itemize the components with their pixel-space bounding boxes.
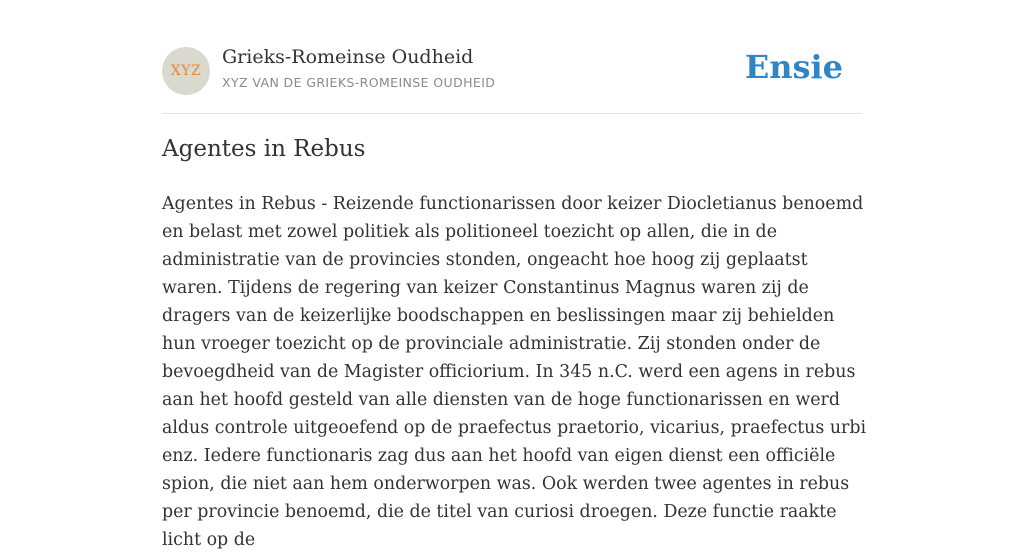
avatar[interactable]: XYZ [162,47,210,95]
entry-body: Agentes in Rebus - Reizende functionarissen door keizer Diocletianus benoemd en belast met zowel politiek als politioneel toezicht op allen, die in de administratie van de provincies stonden, ongeacht hoe hoog zij geplaatst waren. Tijdens de regering van keizer Constantinus Magnus waren zij de dragers van de keizerlijke boodschappen en beslissingen maar zij behielden hun vroeger toezicht op de provinciale administratie. Zij stonden onder de bevoegdheid van de Magister officiorium. In 345 n.C. werd een agens in rebus aan het hoofd gesteld van alle diensten van de hoge functionarissen en werd aldus controle uitgeoefend op de praefectus praetorio, vicarius, praefectus urbi enz. Iedere functionaris zag dus aan het hoofd van eigen dienst een officiële spion, die niet aan hem onderworpen was. Ook werden twee agentes in rebus per provincie benoemd, die de titel van curiosi droegen. Deze functie raakte licht op de [162,194,867,550]
blog-subtitle: XYZ VAN DE GRIEKS-ROMEINSE OUDHEID [222,75,496,90]
header-divider [162,113,862,114]
blog-title[interactable]: Grieks-Romeinse Oudheid [222,46,474,68]
blog-header [162,45,862,97]
entry-title: Agentes in Rebus [162,136,366,162]
brand-logo[interactable]: Ensie [744,48,843,86]
